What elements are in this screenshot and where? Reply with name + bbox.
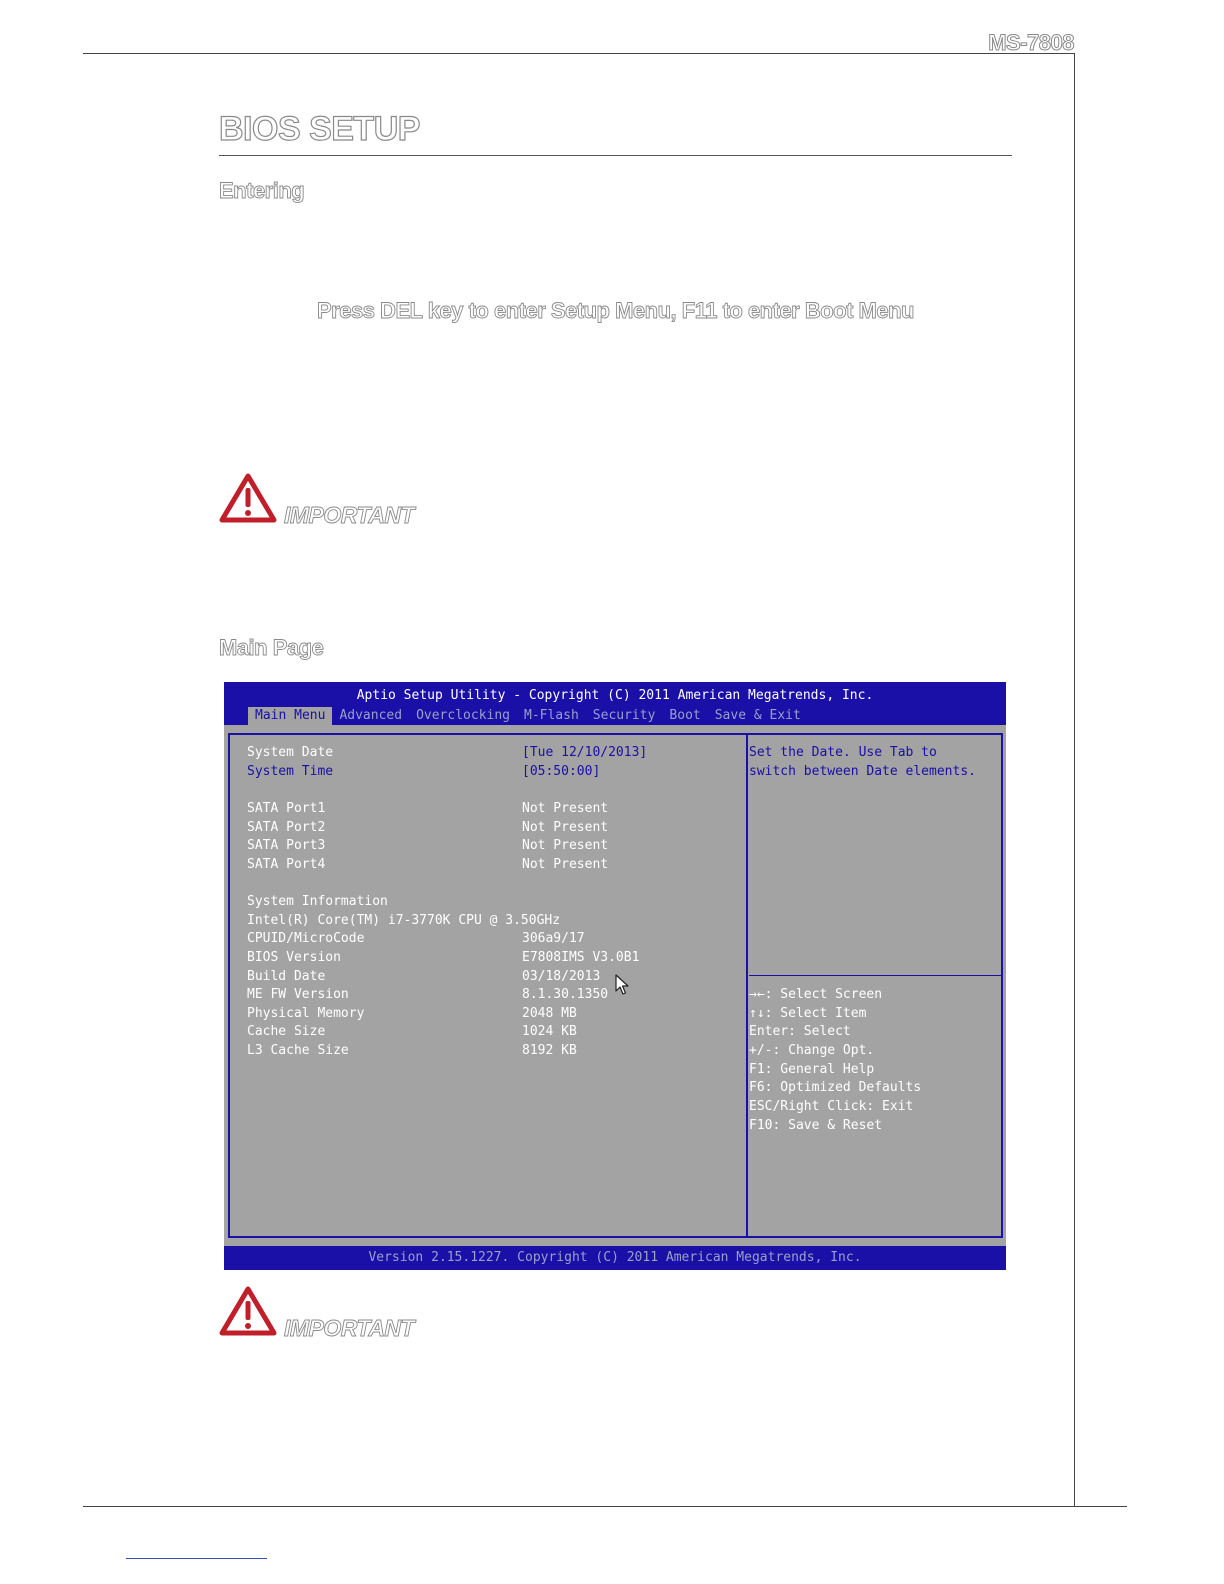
press-prompt: Press DEL key to enter Setup Menu, F11 to enter Boot Menu bbox=[317, 298, 914, 323]
tab-overclocking[interactable]: Overclocking bbox=[416, 708, 510, 723]
bios-tab-bar bbox=[248, 707, 808, 725]
bios-title: Aptio Setup Utility - Copyright (C) 2011 American Megatrends, Inc. bbox=[356, 688, 874, 703]
warning-triangle-icon bbox=[219, 472, 277, 524]
info-sata-port1: SATA Port1 Not Present bbox=[247, 801, 609, 816]
key-hint-optimized-defaults: F6: Optimized Defaults bbox=[749, 1080, 922, 1095]
bios-screen bbox=[224, 682, 1006, 1270]
help-separator bbox=[749, 975, 1001, 976]
key-hint-change-opt: +/-: Change Opt. bbox=[749, 1043, 875, 1058]
help-text-line: Set the Date. Use Tab to bbox=[749, 745, 937, 760]
tab-save-exit[interactable]: Save & Exit bbox=[714, 708, 801, 723]
model-number: MS-7808 bbox=[988, 30, 1074, 55]
important-label: IMPORTANT bbox=[284, 502, 415, 528]
tab-advanced[interactable]: Advanced bbox=[339, 708, 403, 723]
tab-main-menu[interactable]: Main Menu bbox=[248, 707, 332, 725]
info-sata-port4: SATA Port4 Not Present bbox=[247, 857, 609, 872]
info-build-date: Build Date 03/18/2013 bbox=[247, 969, 601, 984]
page-title: BIOS SETUP bbox=[219, 110, 420, 148]
mouse-pointer-icon bbox=[615, 974, 629, 996]
key-hint-select-item: ↑↓: Select Item bbox=[749, 1006, 867, 1021]
tab-boot[interactable]: Boot bbox=[669, 708, 701, 723]
tab-m-flash[interactable]: M-Flash bbox=[524, 708, 579, 723]
bios-help-panel bbox=[745, 733, 1003, 1238]
info-me-fw-version: ME FW Version 8.1.30.1350 bbox=[247, 987, 609, 1002]
setting-system-time[interactable]: System Time [05:50:00] bbox=[247, 764, 601, 779]
info-bios-version: BIOS Version E7808IMS V3.0B1 bbox=[247, 950, 640, 965]
footer-rule bbox=[83, 1506, 1127, 1507]
key-hint-select-screen: →←: Select Screen bbox=[749, 987, 883, 1002]
section-heading-main-page: Main Page bbox=[219, 635, 324, 660]
info-cpu-name: Intel(R) Core(TM) i7-3770K CPU @ 3.50GHz bbox=[247, 913, 561, 928]
key-hint-enter: Enter: Select bbox=[749, 1024, 851, 1039]
help-text-line: switch between Date elements. bbox=[749, 764, 976, 779]
key-hint-save-reset: F10: Save & Reset bbox=[749, 1118, 883, 1133]
important-label: IMPORTANT bbox=[284, 1315, 415, 1341]
info-cpuid: CPUID/MicroCode 306a9/17 bbox=[247, 931, 585, 946]
info-l3-cache-size: L3 Cache Size 8192 KB bbox=[247, 1043, 577, 1058]
header-rule bbox=[83, 53, 1075, 54]
info-cache-size: Cache Size 1024 KB bbox=[247, 1024, 577, 1039]
key-hint-general-help: F1: General Help bbox=[749, 1062, 875, 1077]
info-physical-memory: Physical Memory 2048 MB bbox=[247, 1006, 577, 1021]
info-sata-port3: SATA Port3 Not Present bbox=[247, 838, 609, 853]
warning-triangle-icon bbox=[219, 1285, 277, 1337]
key-hint-exit: ESC/Right Click: Exit bbox=[749, 1099, 914, 1114]
setting-system-date[interactable]: System Date [Tue 12/10/2013] bbox=[247, 745, 648, 760]
footer-link-underline bbox=[126, 1558, 267, 1559]
info-system-information: System Information bbox=[247, 894, 388, 909]
bios-footer-text: Version 2.15.1227. Copyright (C) 2011 American Megatrends, Inc. bbox=[368, 1250, 862, 1265]
tab-security[interactable]: Security bbox=[592, 708, 656, 723]
margin-rule bbox=[1074, 53, 1075, 1507]
info-sata-port2: SATA Port2 Not Present bbox=[247, 820, 609, 835]
title-underline bbox=[219, 155, 1012, 156]
section-heading-entering: Entering bbox=[219, 178, 305, 203]
